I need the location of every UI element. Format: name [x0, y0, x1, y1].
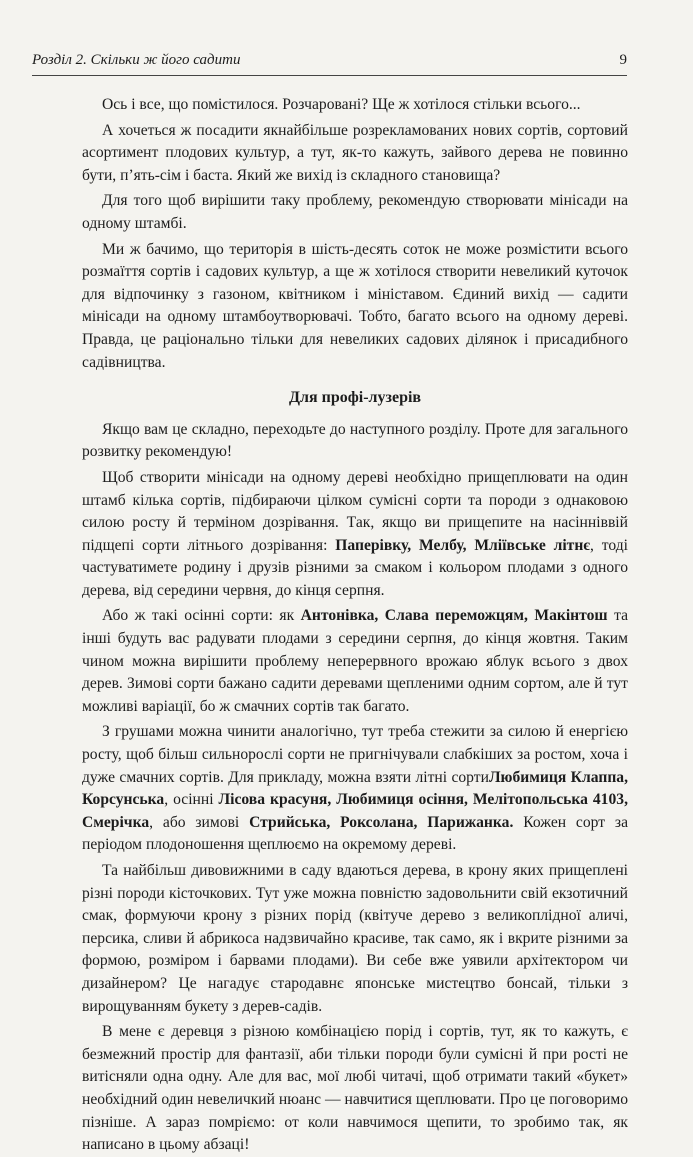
body-text	[82, 94, 628, 1157]
paragraph: Ось і все, що помістилося. Розчаровані? Ще ж хотілося стільки всього...	[102, 96, 581, 113]
text-span: Або ж такі осінні сорти: як	[102, 607, 301, 625]
paragraph	[82, 605, 628, 718]
header-rule	[32, 75, 627, 76]
paragraph: Для того щоб вирішити таку проблему, рекомендую створювати мінісади на одному штамбі.	[82, 192, 628, 232]
text-span: та інші будуть вас радувати плодами з середини серпня, до кінця жовтня. Таким чином можна вирішити проблему неперервного врожаю яблук всього з двох дерев. Зимові сорти бажано садити деревами щепленими одним сортом, але й тут можливі варіації, бо ж смачних сортів так багато.	[82, 607, 628, 715]
paragraph	[82, 467, 628, 603]
text-span: , осінні	[164, 791, 219, 809]
paragraph: В мене є деревця з різною комбінацією порід і сортів, тут, як то кажуть, є безмежний простір для фантазії, аби тільки породи були сумісні й при рості не витісняли одна одну. Але для вас, мої любі читачі, щоб отримати такий «букет» необхідний один невеличкий нюанс — навчитися щеплювати. Про це поговоримо пізніше. А зараз помріємо: от коли навчимося щепити, то зробимо так, як написано в цьому абзаці!	[82, 1023, 628, 1154]
text-span: Кожен сорт за періодом плодоношення щеплюємо на окремому дереві.	[82, 813, 628, 854]
variety-names: Антонівка, Слава переможцям, Макінтош	[300, 607, 608, 625]
text-span: З грушами можна чинити аналогічно, тут треба стежити за силою й енергією росту, щоб більш сильнорослі сорти не пригнічували слабкіших за ростом, хоча і дуже смачних сортів. Для прикладу, можна взяти літні сорти	[82, 723, 628, 786]
variety-names: Стрийська, Роксолана, Парижанка.	[249, 813, 514, 831]
variety-names: Паперівку, Мелбу, Мліївське літнє	[335, 536, 591, 554]
running-header	[32, 52, 627, 69]
variety-names: Лісова красуня, Любимиця осіння, Мелітопольська 4103, Смерічка	[82, 791, 628, 831]
page-number: 9	[619, 52, 627, 68]
paragraph	[82, 721, 628, 857]
paragraph: Ми ж бачимо, що територія в шість-десять соток не може розмістити всього розмаїття сортів і садових культур, а ще ж хотілося створити невеликий куточок для відпочинку з газоном, квітником і мініставом. Єдиний вихід — садити мінісади на одному штамбоутворювачі. Тобто, багато всього на одному дереві. Правда, це раціонально тільки для невеликих садових ділянок і присадибного садівництва.	[82, 240, 628, 371]
text-span: , або зимові	[149, 813, 250, 831]
paragraph: Та найбільш дивовижними в саду вдаються дерева, в крону яких прищеплені різні породи кісточкових. Тут уже можна повністю задовольнити свій екзотичний смак, формуючи крону з різних порід (квітуче дерево з великоплідної аличі, персика, сливи й абрикоса надзвичайно красиве, так само, як і вкрите різними за формою, розміром і барвами плодами). Ви себе вже уявили архітектором чи дизайнером? Це нагадує стародавнє японське мистецтво бонсай, тільки з вирощуванням букету з дерев-садів.	[82, 862, 628, 1015]
paragraph: Якщо вам це складно, переходьте до наступного розділу. Проте для загального розвитку рекомендую!	[82, 420, 628, 461]
paragraph: А хочеться ж посадити якнайбільше розрекламованих нових сортів, сортовий асортимент плодових культур, а тут, як-то кажуть, зайвого дерева не повинно бути, п’ять-сім і баста. Який же вихід із складного становища?	[82, 121, 628, 184]
section-heading: Для профі-лузерів	[288, 389, 422, 407]
text-span: Щоб створити мінісади на одному дереві необхідно прищеплювати на один штамб кілька сортів, підбираючи цілком сумісні сорти та породи з однаковою силою росту й терміном дозрівання. Так, якщо ви прищепите на насінніввій підщепі сорти літнього дозрівання:	[82, 468, 628, 554]
text-span: , тоді частуватимете родину і друзів різними за смаком і кольором плодами з одного дерева, від середини червня, до кінця серпня.	[82, 536, 628, 599]
chapter-title: Розділ 2. Скільки ж його садити	[32, 52, 241, 68]
variety-names: Любимиця Клаппа, Корсунська	[82, 768, 628, 809]
